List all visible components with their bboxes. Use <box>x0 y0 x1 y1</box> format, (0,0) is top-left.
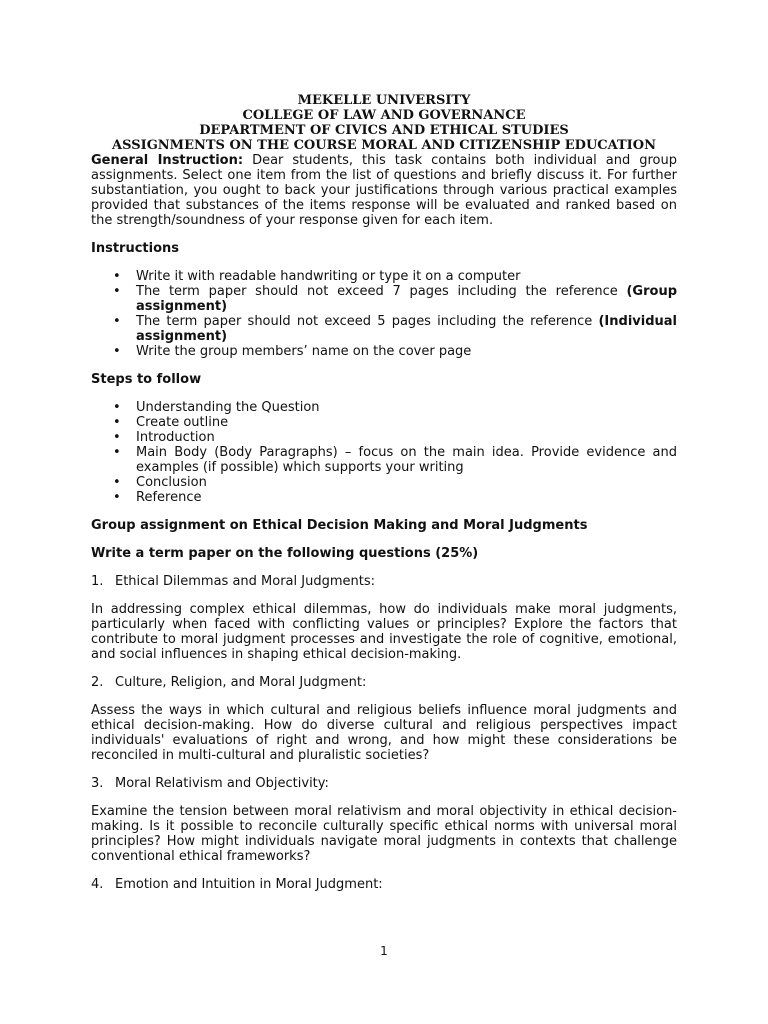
bullet-icon: • <box>113 269 121 284</box>
bullet-icon: • <box>113 475 121 490</box>
list-item: • The term paper should not exceed 5 pages including the reference (Individual assignment) <box>113 314 677 344</box>
list-item: • The term paper should not exceed 7 pages including the reference (Group assignment) <box>113 284 677 314</box>
list-item: • Create outline <box>113 415 229 430</box>
bullet-icon: • <box>113 415 121 430</box>
list-item: • Write it with readable handwriting or type it on a computer <box>113 269 521 284</box>
general-instruction-label: General Instruction: <box>91 153 244 168</box>
question-title: 2. Culture, Religion, and Moral Judgment: <box>91 675 367 690</box>
steps-list <box>91 400 677 505</box>
question-body: Assess the ways in which cultural and religious beliefs influence moral judgments and ethical decision-making. How do diverse cultural and religious perspectives impact individuals' evaluations of right and wrong, and how might these considerations be reconciled in multi-cultural and pluralistic societies? <box>91 703 677 763</box>
bullet-icon: • <box>113 400 121 415</box>
department-name: DEPARTMENT OF CIVICS AND ETHICAL STUDIES <box>199 123 569 138</box>
list-item: • Main Body (Body Paragraphs) – focus on the main idea. Provide evidence and examples (if possible) which supports your writing <box>113 445 677 475</box>
instructions-list <box>91 269 677 359</box>
term-paper-heading: Write a term paper on the following questions (25%) <box>91 546 479 561</box>
document-title: ASSIGNMENTS ON THE COURSE MORAL AND CITIZENSHIP EDUCATION <box>112 138 656 153</box>
list-item: • Reference <box>113 490 202 505</box>
list-item: • Write the group members’ name on the cover page <box>113 344 472 359</box>
steps-heading: Steps to follow <box>91 372 202 387</box>
bullet-icon: • <box>113 490 121 505</box>
bullet-icon: • <box>113 430 121 445</box>
question-title: 3. Moral Relativism and Objectivity: <box>91 776 329 791</box>
page-number: 1 <box>380 944 388 958</box>
question-title: 4. Emotion and Intuition in Moral Judgment: <box>91 877 383 892</box>
question-body: In addressing complex ethical dilemmas, how do individuals make moral judgments, particularly when faced with conflicting values or principles? Explore the factors that contribute to moral judgment processes and investigate the role of cognitive, emotional, and social influences in shaping ethical decision-making. <box>91 602 677 662</box>
instructions-heading: Instructions <box>91 241 180 256</box>
list-item: • Understanding the Question <box>113 400 320 415</box>
general-instruction-text: Dear students, this task contains both individual and group assignments. Select one item from the list of questions and briefly discuss it. For further substantiation, you ought to back your justifications through various practical examples provided that substances of the items response will be evaluated and ranked based on the strength/soundness of your response given for each item. <box>91 153 677 228</box>
question-title: 1. Ethical Dilemmas and Moral Judgments: <box>91 574 375 589</box>
bullet-icon: • <box>113 344 121 359</box>
bullet-icon: • <box>113 445 121 460</box>
list-item: • Conclusion <box>113 475 207 490</box>
university-name: MEKELLE UNIVERSITY <box>297 93 471 108</box>
general-instruction <box>91 153 677 228</box>
group-assignment-heading: Group assignment on Ethical Decision Making and Moral Judgments <box>91 518 588 533</box>
page-content <box>91 93 677 892</box>
college-name: COLLEGE OF LAW AND GOVERNANCE <box>242 108 526 123</box>
bullet-icon: • <box>113 314 121 329</box>
question-body: Examine the tension between moral relativism and moral objectivity in ethical decision-making. Is it possible to reconcile culturally specific ethical norms with universal moral principles? How might individuals navigate moral judgments in contexts that challenge conventional ethical frameworks? <box>91 804 677 864</box>
bullet-icon: • <box>113 284 121 299</box>
list-item: • Introduction <box>113 430 215 445</box>
